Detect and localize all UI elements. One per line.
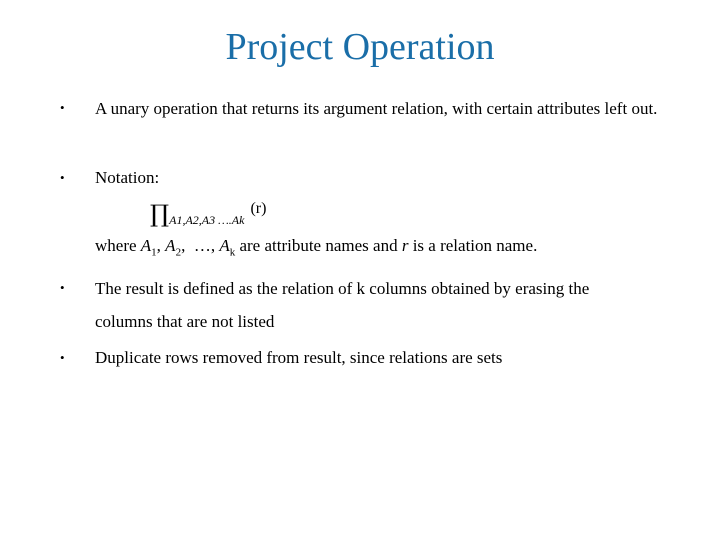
where-prefix: where	[95, 236, 141, 255]
attr-a1: A	[140, 236, 152, 255]
attr-a2-sub: 2	[175, 246, 182, 259]
bullet-text: The result is defined as the relation of k columns obtained by erasing the columns that are not listed	[95, 279, 590, 331]
attr-ak-sub: k	[229, 246, 236, 259]
projection-symbol: ∏	[150, 200, 170, 228]
bullet-item-3	[60, 272, 680, 342]
ellipsis: …,	[193, 236, 216, 255]
bullet-marker: •	[60, 170, 65, 185]
where-clause: where $A_1$, $A_2$, …, $A_k$ are attribute names and r is a relation name.	[95, 236, 538, 259]
attr-a2: A	[165, 236, 176, 255]
relation-r: r	[401, 236, 409, 255]
bullet-text: Duplicate rows removed from result, since relations are sets	[95, 348, 503, 367]
bullet-marker: •	[60, 350, 65, 365]
slide-title: Project Operation	[225, 26, 495, 68]
projection-formula	[150, 200, 266, 228]
bullet-text: A unary operation that returns its argument relation, with certain attributes left out.	[95, 99, 658, 118]
formula-subscript: A1,A2,A3 ….Ak	[169, 213, 245, 227]
attr-a1-sub: 1	[151, 246, 157, 259]
where-suffix: is a relation name.	[408, 236, 538, 255]
attr-ak: A	[219, 236, 230, 255]
bullet-item-1	[60, 92, 680, 162]
bullet-marker: •	[60, 280, 65, 295]
bullet-marker: •	[60, 100, 65, 115]
formula-argument: (r)	[250, 200, 267, 217]
bullet-text: Notation:	[95, 168, 160, 187]
where-middle: are attribute names and	[235, 236, 402, 255]
